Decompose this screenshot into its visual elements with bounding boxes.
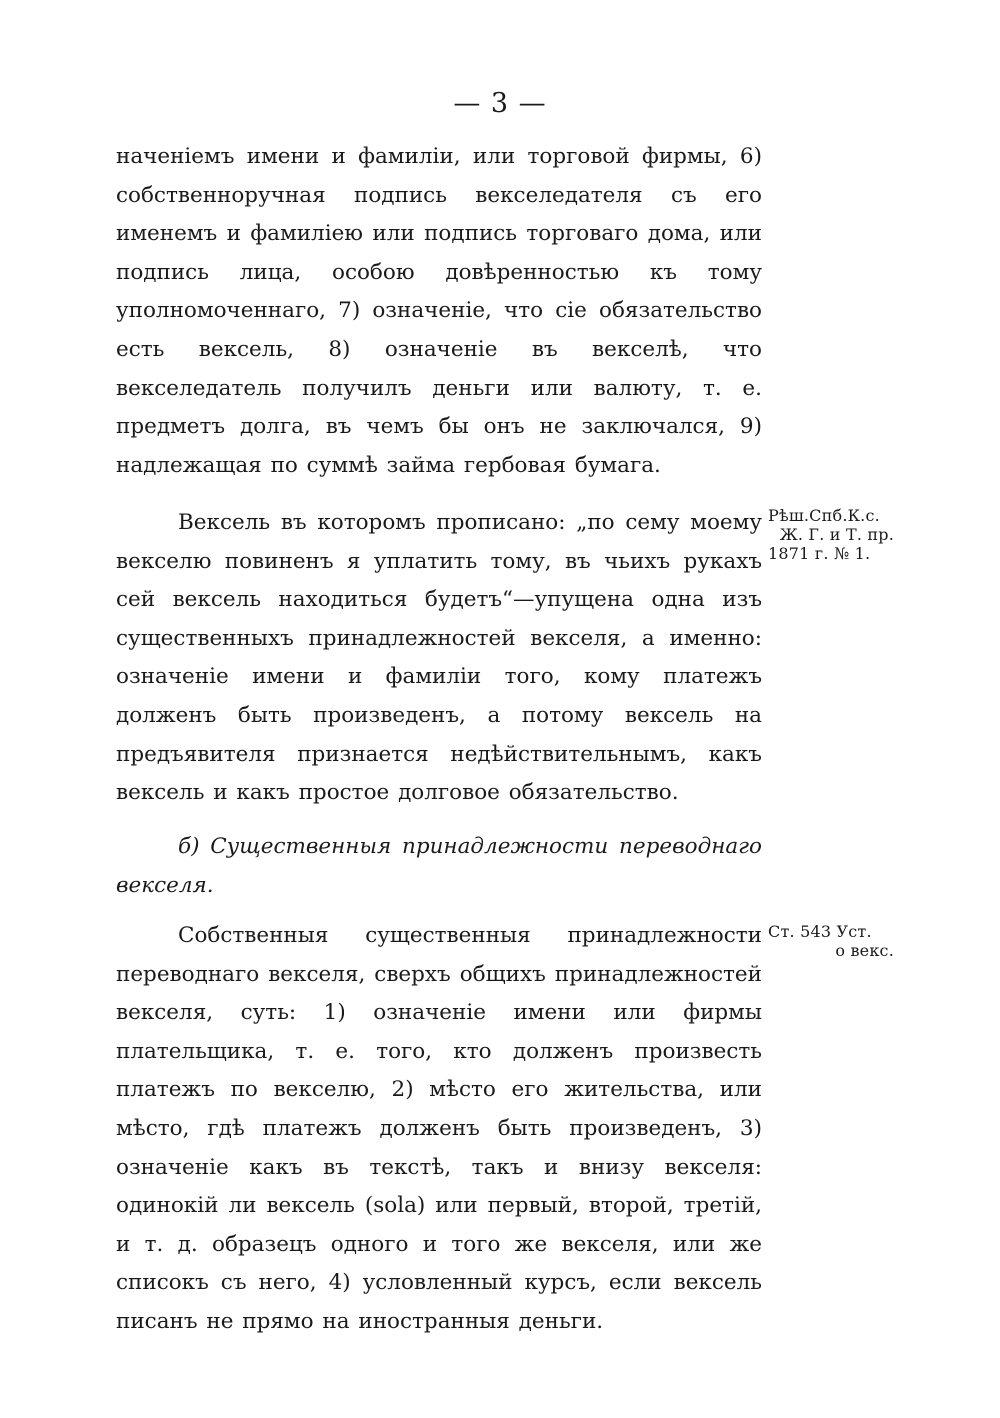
page-number: — 3 — [453,88,547,119]
paragraph-continuation: наченіемъ имени и фамиліи, или торговой фирмы, 6) собственноручная подпись векселедателя съ его именемъ и фамиліею или подпись торговаго дома, или подпись лица, особою довѣренностью къ тому уполномоченнаго, 7) означеніе, что сіе обязательство есть вексель, 8) означеніе въ векселѣ, что векселедатель получилъ деньги или валюту, т. е. предметъ долга, въ чемъ бы онъ не заключался, 9) надлежащая по суммѣ займа гербовая бумага. [116,144,762,478]
margin-note-line: о векс. [835,941,894,960]
margin-note-statute [768,922,898,960]
paragraph-draft-bill-requisites: Собственныя существенныя принадлежности переводнаго векселя, сверхъ общихъ принадлежностей векселя, суть: 1) означеніе имени или фирмы плательщика, т. е. того, кто долженъ произвесть платежъ по векселю, 2) мѣсто его жительства, или мѣсто, гдѣ платежъ долженъ быть произведенъ, 3) означеніе какъ въ текстѣ, такъ и внизу векселя: одинокій ли вексель (sola) или первый, второй, третій, и т. д. образецъ одного и того же векселя, или же списокъ съ него, 4) условленный курсъ, если вексель писанъ не прямо на иностранныя деньги. [116,923,762,1334]
margin-note-line: Рѣш.Спб.К.с. [768,506,880,525]
margin-note-line: 1871 г. № 1. [768,544,871,563]
margin-note-line: Ст. 543 Уст. [768,922,872,941]
margin-note-line: Ж. Г. и Т. пр. [779,525,894,544]
paragraph-bearer-bill: Вексель въ которомъ прописано: „по сему моему векселю повиненъ я уплатить тому, въ чьихъ рукахъ сей вексель находиться будетъ“—упущена одна изъ существенныхъ принадлежностей векселя, а именно: означеніе имени и фамиліи того, кому платежъ долженъ быть произведенъ, а потому вексель на предъявителя признается недѣйствительнымъ, какъ вексель и какъ простое долговое обязательство. [116,510,762,806]
margin-note-court-decision [768,506,898,563]
section-heading: б) Существенныя принадлежности переводнаго векселя. [116,834,762,898]
